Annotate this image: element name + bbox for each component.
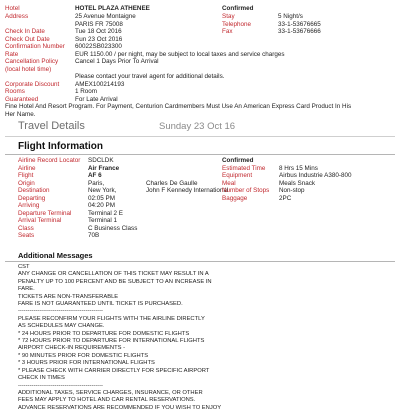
stops-label: Number of Stops xyxy=(222,187,270,194)
message-separator: -------------------------------------------- xyxy=(18,308,103,315)
departure-terminal-label: Departure Terminal xyxy=(18,209,72,217)
seats-value: 70B xyxy=(88,232,100,239)
message-line: * 90 MINUTES PRIOR FOR DOMESTIC FLIGHTS xyxy=(18,352,149,359)
message-line: * PLEASE CHECK WITH CARRIER DIRECTLY FOR SPECIFIC AIRPORT xyxy=(18,367,210,374)
stops-value: Non-stop xyxy=(279,187,305,194)
rate-value: EUR 1150.00 / per night, may be subject to local taxes and service charges xyxy=(75,50,285,58)
message-separator: -------------------------------------------- xyxy=(18,382,103,389)
departing-label: Departing xyxy=(18,194,46,202)
discount-value: AMEX100214193 xyxy=(75,80,125,88)
meal-label: Meal xyxy=(222,179,236,187)
departure-terminal-value: Terminal 2 E xyxy=(88,209,123,217)
message-line: FARE IS NOT GUARANTEED UNTIL TICKET IS PURCHASED. xyxy=(18,301,183,308)
address-label: Address xyxy=(5,13,29,20)
stay-label: Stay xyxy=(222,13,235,20)
record-locator-value: SDCLDK xyxy=(88,157,114,164)
arriving-value: 04:20 PM xyxy=(88,202,115,209)
airline-value: Air France xyxy=(88,164,120,172)
message-line: CST xyxy=(18,264,30,270)
airline-label: Airline xyxy=(18,164,36,172)
travel-divider xyxy=(5,136,395,137)
arriving-label: Arriving xyxy=(18,202,40,209)
message-line: AS SCHEDULES MAY CHANGE. xyxy=(18,323,105,330)
baggage-value: 2PC xyxy=(279,194,292,202)
baggage-label: Baggage xyxy=(222,194,248,202)
meal-value: Meals Snack xyxy=(279,179,316,187)
address-line2: PARIS FR 75008 xyxy=(75,20,123,28)
cancellation-sublabel: (local hotel time) xyxy=(5,65,52,73)
message-line: * 3 HOURS PRIOR FOR INTERNATIONAL FLIGHTS xyxy=(18,360,155,367)
program-note-line1: Fine Hotel And Resort Program. For Payment, Centurion Cardmembers Must Use An American Express Card Product In His xyxy=(5,103,352,110)
guaranteed-label: Guaranteed xyxy=(5,95,39,103)
travel-details-title: Travel Details xyxy=(18,120,85,132)
message-line: PLEASE RECONFIRM YOUR FLIGHTS WITH THE AIRLINE DIRECTLY xyxy=(18,315,205,322)
fax-value: 33-1-53676666 xyxy=(278,28,321,35)
class-value: C Business Class xyxy=(88,224,138,232)
checkout-label: Check Out Date xyxy=(5,35,50,43)
flight-divider xyxy=(5,154,395,155)
hotel-status: Confirmed xyxy=(222,5,254,12)
message-line: * 24 HOURS PRIOR TO DEPARTURE FOR DOMESTIC FLIGHTS xyxy=(18,330,190,337)
destination-city: New York, xyxy=(88,187,117,194)
message-line: * 72 HOURS PRIOR TO DEPARTURE FOR INTERNATIONAL FLIGHTS xyxy=(18,338,205,345)
message-line: ADDITIONAL TAXES, SERVICE CHARGES, INSURANCE, OR OTHER xyxy=(18,389,203,396)
additional-messages-title: Additional Messages xyxy=(18,251,93,260)
confirmation-label: Confirmation Number xyxy=(5,43,65,50)
class-label: Class xyxy=(18,224,34,232)
telephone-value: 33-1-53676665 xyxy=(278,20,321,28)
message-line: ANY CHANGE OR CANCELLATION OF THIS TICKET MAY RESULT IN A xyxy=(18,271,209,278)
message-line: FEES MAY APPLY TO HOTEL AND CAR RENTAL RESERVATIONS. xyxy=(18,397,196,404)
flight-status: Confirmed xyxy=(222,157,254,164)
messages-divider xyxy=(5,261,395,262)
message-line: ADVANCE RESERVATIONS ARE RECOMMENDED IF YOU WISH TO ENJOY xyxy=(18,404,222,411)
departing-value: 02:05 PM xyxy=(88,194,115,202)
messages-body xyxy=(18,264,221,412)
program-note-line2: Her Name. xyxy=(5,110,36,118)
message-line: CHECK IN TIMES xyxy=(18,375,65,382)
cancellation-value: Cancel 1 Days Prior To Arrival xyxy=(75,58,159,65)
flight-number: AF 6 xyxy=(88,172,102,179)
rooms-value: 1 Room xyxy=(75,88,98,95)
origin-city: Paris, xyxy=(88,179,105,187)
rate-label: Rate xyxy=(5,50,19,58)
message-line: FARE. xyxy=(18,286,35,293)
telephone-label: Telephone xyxy=(222,20,252,28)
origin-label: Origin xyxy=(18,179,35,187)
fax-label: Fax xyxy=(222,28,233,35)
destination-label: Destination xyxy=(18,187,50,194)
equipment-value: Airbus Industrie A380-800 xyxy=(279,172,352,179)
checkout-value: Sun 23 Oct 2016 xyxy=(75,35,123,43)
record-locator-label: Airline Record Locator xyxy=(18,157,81,164)
flight-label: Flight xyxy=(18,172,34,179)
hotel-label: Hotel xyxy=(5,5,20,12)
message-line: AIRPORT CHECK-IN REQUIREMENTS - xyxy=(18,345,126,352)
guaranteed-value: For Late Arrival xyxy=(75,95,118,103)
stay-value: 5 Night/s xyxy=(278,13,303,20)
discount-label: Corporate Discount xyxy=(5,80,60,88)
message-line: TICKETS ARE NON-TRANSFERABLE xyxy=(18,293,119,300)
flight-info-title: Flight Information xyxy=(18,141,103,152)
confirmation-value: 60022SB023300 xyxy=(75,43,122,50)
address-line1: 25 Avenue Montaigne xyxy=(75,13,136,20)
seats-label: Seats xyxy=(18,232,35,239)
estimated-time-label: Estimated Time xyxy=(222,164,266,172)
checkin-value: Tue 18 Oct 2016 xyxy=(75,28,122,35)
contact-note: Please contact your travel agent for additional details. xyxy=(75,73,225,80)
checkin-label: Check In Date xyxy=(5,28,45,35)
origin-airport: Charles De Gaulle xyxy=(146,179,198,187)
destination-airport: John F Kennedy International xyxy=(146,187,229,194)
arrival-terminal-label: Arrival Terminal xyxy=(18,217,62,224)
arrival-terminal-value: Terminal 1 xyxy=(88,217,118,224)
rooms-label: Rooms xyxy=(5,88,25,95)
cancellation-label: Cancellation Policy xyxy=(5,58,59,65)
travel-date: Sunday 23 Oct 16 xyxy=(159,121,236,132)
estimated-time-value: 8 Hrs 15 Mins xyxy=(279,164,318,172)
hotel-name: HOTEL PLAZA ATHENEE xyxy=(75,5,150,12)
equipment-label: Equipment xyxy=(222,172,253,179)
message-line: PENALTY UP TO 100 PERCENT AND BE SUBJECT TO AN INCREASE IN xyxy=(18,278,212,285)
